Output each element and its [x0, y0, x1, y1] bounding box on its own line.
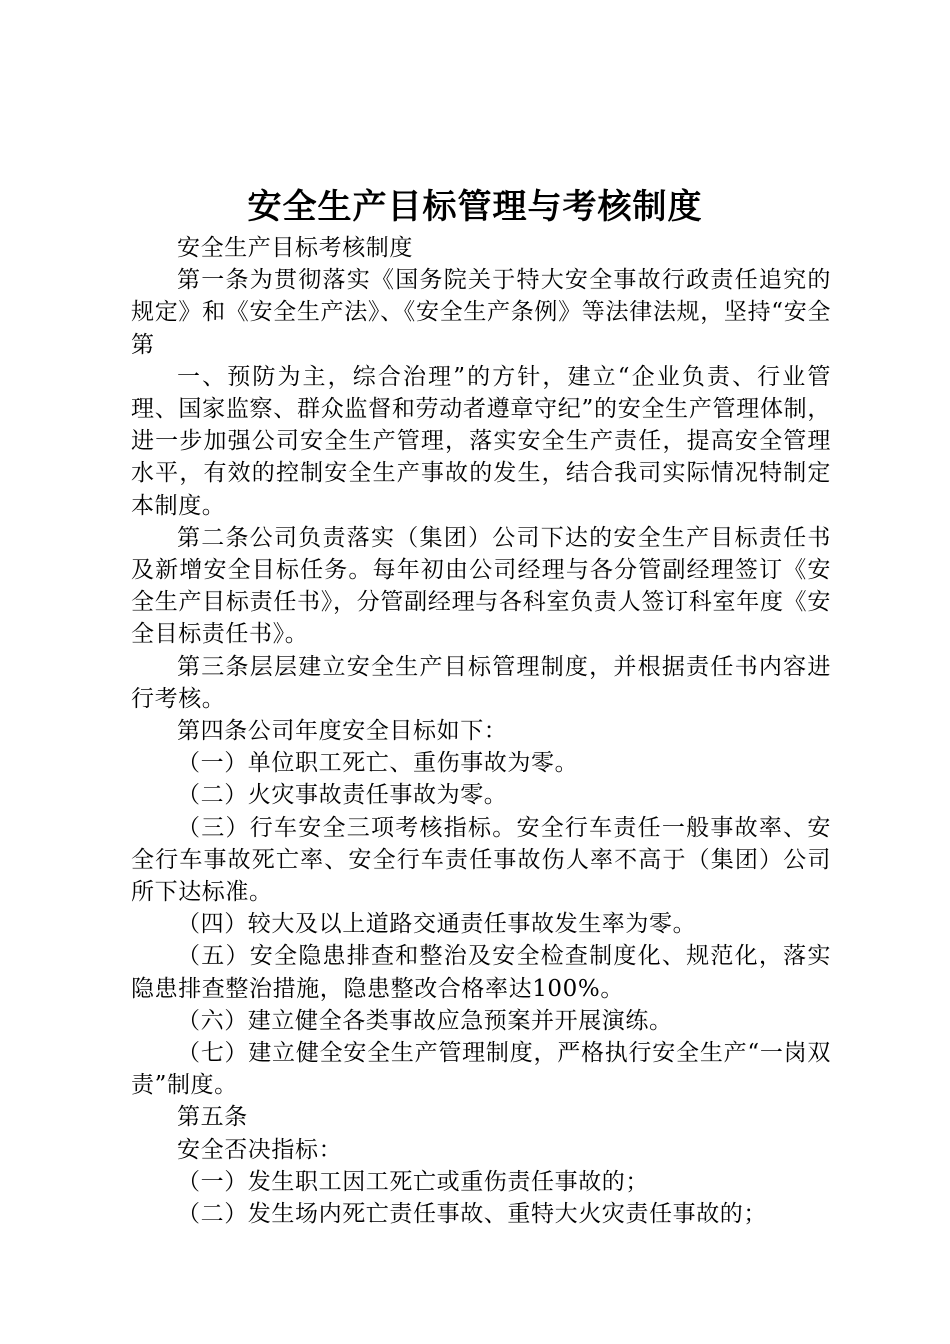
- list-item: （二）火灾事故责任事故为零。: [177, 782, 508, 809]
- paragraph-article-4: 第四条公司年度安全目标如下：: [177, 718, 508, 745]
- list-item: （五）安全隐患排查和整治及安全检查制度化、规范化，落实隐患排查整治措施，隐患整改合格率达100%。: [131, 943, 831, 1002]
- paragraph-heading: 安全生产目标考核制度: [177, 235, 413, 261]
- paragraph-veto-indicators: 安全否决指标：: [177, 1136, 343, 1163]
- list-item: （二）发生场内死亡责任事故、重特大火灾责任事故的；: [177, 1201, 767, 1228]
- list-item: （一）单位职工死亡、重伤事故为零。: [177, 750, 579, 777]
- list-item: （一）发生职工因工死亡或重伤责任事故的；: [177, 1168, 649, 1195]
- paragraph-article-5: 第五条: [177, 1104, 248, 1131]
- list-item: （四）较大及以上道路交通责任事故发生率为零。: [177, 911, 697, 938]
- list-item: （六）建立健全各类事故应急预案并开展演练。: [177, 1007, 673, 1034]
- paragraph-article-1: 第一条为贯彻落实《国务院关于特大安全事故行政责任追究的规定》和《安全生产法》、《安全生产条例》等法律法规，坚持“安全第: [131, 267, 831, 358]
- paragraph-article-1-continued: 一、预防为主，综合治理”的方针，建立“企业负责、行业管理、国家监察、群众监督和劳动者遵章守纪”的安全生产管理体制，进一步加强公司安全生产管理，落实安全生产责任，提高安全管理水平，有效的控制安全生产事故的发生，结合我司实际情况特制定本制度。: [131, 363, 831, 519]
- document-body: [131, 232, 831, 1230]
- paragraph-article-2: 第二条公司负责落实（集团）公司下达的安全生产目标责任书及新增安全目标任务。每年初由公司经理与各分管副经理签订《安全生产目标责任书》，分管副经理与各科室负责人签订科室年度《安全目标责任书》。: [131, 524, 831, 648]
- list-item: （七）建立健全安全生产管理制度，严格执行安全生产“一岗双责”制度。: [131, 1040, 831, 1099]
- list-item: （三）行车安全三项考核指标。安全行车责任一般事故率、安全行车事故死亡率、安全行车责任事故伤人率不高于（集团）公司所下达标准。: [131, 814, 831, 906]
- document-title: 安全生产目标管理与考核制度: [247, 187, 703, 227]
- paragraph-article-3: 第三条层层建立安全生产目标管理制度，并根据责任书内容进行考核。: [131, 653, 831, 712]
